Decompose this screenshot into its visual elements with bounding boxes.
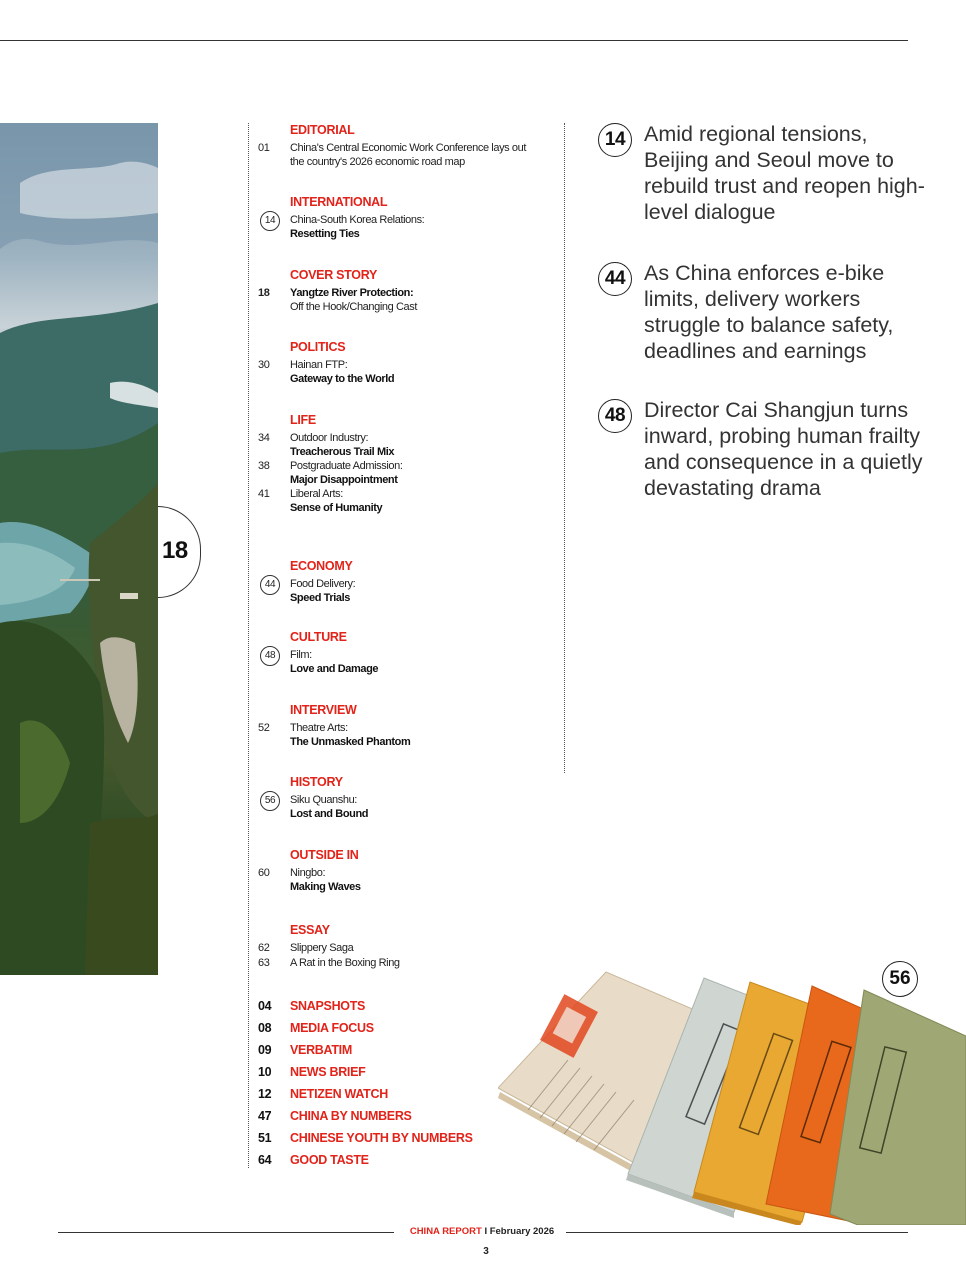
entry-title-line1: Theatre Arts: — [290, 722, 348, 734]
section-heading: EDITORIAL — [290, 123, 355, 137]
department-page: 47 — [258, 1109, 272, 1123]
highlight-page: 44 — [598, 262, 632, 296]
ancient-books-illustration — [498, 960, 966, 1225]
department-page: 12 — [258, 1087, 272, 1101]
entry-page: 48 — [260, 646, 280, 666]
entry-title-line2: The Unmasked Phantom — [290, 736, 411, 748]
department-label: NEWS BRIEF — [290, 1065, 366, 1079]
footer-date: February 2026 — [489, 1226, 555, 1237]
department-label: NETIZEN WATCH — [290, 1087, 388, 1101]
entry-page: 63 — [258, 957, 270, 969]
entry-page: 18 — [258, 287, 270, 299]
section-heading: ESSAY — [290, 923, 330, 937]
department-page: 09 — [258, 1043, 272, 1057]
entry-page: 41 — [258, 488, 270, 500]
entry-page: 44 — [260, 575, 280, 595]
section-heading: INTERVIEW — [290, 703, 357, 717]
entry-title-line2: Resetting Ties — [290, 228, 360, 240]
entry-title-line1: Siku Quanshu: — [290, 794, 357, 806]
highlight-page: 48 — [598, 399, 632, 433]
page-number: 3 — [483, 1246, 489, 1257]
entry-title-line2: Speed Trials — [290, 592, 351, 604]
highlights-divider — [564, 123, 565, 773]
highlight-page: 14 — [598, 123, 632, 157]
entry-title-line1: Postgraduate Admission: — [290, 460, 403, 472]
entry-title-line1: Hainan FTP: — [290, 359, 348, 371]
highlight-text: Amid regional tensions, Beijing and Seoul move to rebuild trust and reopen high-level dialogue — [644, 122, 925, 224]
entry-page: 34 — [258, 432, 270, 444]
entry-page: 01 — [258, 142, 270, 154]
entry-title-line2: Off the Hook/Changing Cast — [290, 301, 417, 313]
highlight-text: Director Cai Shangjun turns inward, probing human frailty and consequence in a quietly devastating drama — [644, 398, 923, 500]
department-page: 10 — [258, 1065, 272, 1079]
department-label: VERBATIM — [290, 1043, 352, 1057]
department-page: 51 — [258, 1131, 272, 1145]
entry-title — [290, 721, 555, 749]
entry-page: 30 — [258, 359, 270, 371]
entry-title-line2: Sense of Humanity — [290, 502, 383, 514]
entry-title: China's Central Economic Work Conference lays out the country's 2026 economic road map — [290, 142, 527, 168]
entry-title-line2: Love and Damage — [290, 663, 379, 675]
entry-title-line2: Treacherous Trail Mix — [290, 446, 395, 458]
department-label: GOOD TASTE — [290, 1153, 369, 1167]
entry-page: 52 — [258, 722, 270, 734]
cover-page-badge[interactable] — [158, 506, 201, 598]
entry-title — [290, 459, 555, 487]
footer-rule-right — [566, 1232, 908, 1233]
entry-page: 56 — [260, 791, 280, 811]
section-heading: LIFE — [290, 413, 316, 427]
entry-page: 14 — [260, 211, 280, 231]
department-label: CHINESE YOUTH BY NUMBERS — [290, 1131, 473, 1145]
toc-divider — [248, 123, 249, 1168]
cover-photo — [0, 123, 158, 975]
entry-title — [290, 793, 555, 821]
entry-page: 38 — [258, 460, 270, 472]
highlight-text: As China enforces e-bike limits, delivery workers struggle to balance safety, deadlines and earnings — [644, 261, 894, 363]
department-page: 08 — [258, 1021, 272, 1035]
entry-title: Slippery Saga — [290, 942, 354, 954]
entry-title — [290, 431, 555, 459]
entry-page: 62 — [258, 942, 270, 954]
entry-title-line1: Outdoor Industry: — [290, 432, 369, 444]
section-heading: OUTSIDE IN — [290, 848, 359, 862]
cover-page-number: 18 — [162, 537, 188, 564]
gorge-illustration — [0, 123, 158, 975]
section-heading: HISTORY — [290, 775, 343, 789]
section-heading: INTERNATIONAL — [290, 195, 388, 209]
top-rule — [0, 40, 908, 41]
entry-title-line1: China-South Korea Relations: — [290, 214, 425, 226]
entry-title-line1: Liberal Arts: — [290, 488, 343, 500]
entry-title-line1: Yangtze River Protection: — [290, 287, 414, 299]
entry-page: 60 — [258, 867, 270, 879]
books-page-badge[interactable]: 56 — [882, 961, 918, 997]
section-heading: COVER STORY — [290, 268, 377, 282]
section-heading: CULTURE — [290, 630, 347, 644]
entry-title — [290, 286, 555, 314]
department-page: 04 — [258, 999, 272, 1013]
section-heading: POLITICS — [290, 340, 346, 354]
section-heading: ECONOMY — [290, 559, 353, 573]
entry-title-line1: Ningbo: — [290, 867, 326, 879]
entry-title — [290, 866, 555, 894]
department-page: 64 — [258, 1153, 272, 1167]
entry-title-line1: Film: — [290, 649, 312, 661]
footer-separator: I — [484, 1226, 488, 1237]
entry-title-line2: Major Disappointment — [290, 474, 398, 486]
footer-brand: CHINA REPORT — [409, 1226, 482, 1237]
entry-title — [290, 577, 555, 605]
entry-title: A Rat in the Boxing Ring — [290, 957, 400, 969]
entry-title-line2: Lost and Bound — [290, 808, 369, 820]
entry-title-line2: Making Waves — [290, 881, 361, 893]
footer-rule-left — [58, 1232, 394, 1233]
entry-title — [290, 358, 555, 386]
department-label: CHINA BY NUMBERS — [290, 1109, 412, 1123]
entry-title-line1: Food Delivery: — [290, 578, 356, 590]
entry-title — [290, 213, 555, 241]
footer-credit — [400, 1226, 564, 1237]
entry-title — [290, 487, 555, 515]
entry-title — [290, 648, 555, 676]
department-label: MEDIA FOCUS — [290, 1021, 374, 1035]
entry-title-line2: Gateway to the World — [290, 373, 395, 385]
department-label: SNAPSHOTS — [290, 999, 366, 1013]
